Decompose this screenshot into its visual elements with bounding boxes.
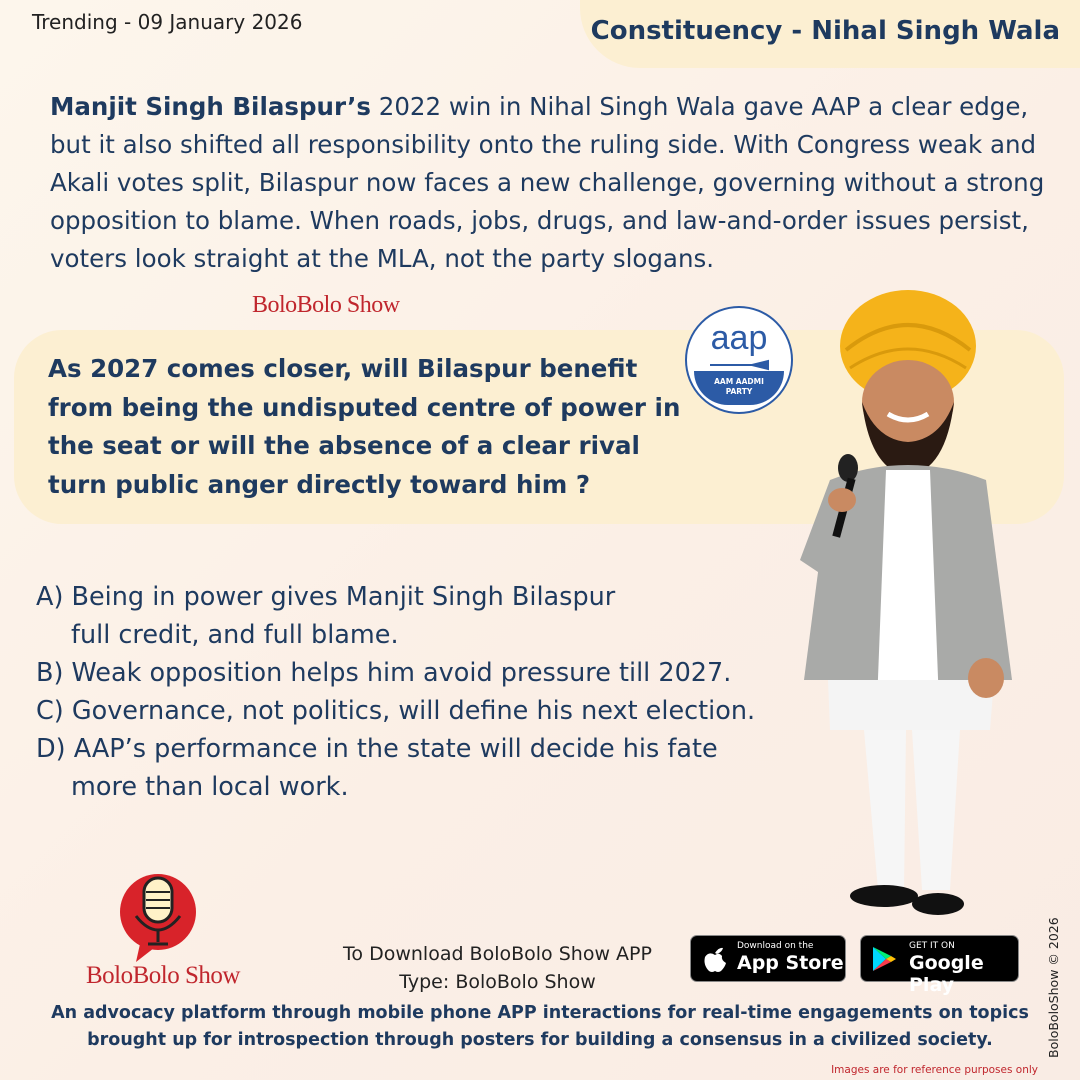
trending-date: Trending - 09 January 2026 [32,10,303,34]
google-play-badge[interactable] [860,935,1019,996]
aap-logo-line2: PARTY [725,387,753,396]
aap-logo-text: aap [710,319,768,357]
broom-icon [708,359,770,371]
bolobolo-microphone-logo [110,868,220,963]
options-list [36,578,755,806]
option-a-line2: full credit, and full blame. [71,620,399,650]
gplay-small-text: GET IT ON [909,941,955,951]
brand-logo-text: BoloBolo Show [86,962,240,989]
download-instructions [320,940,675,996]
option-a-line1: A) Being in power gives Manjit Singh Bilaspur [36,582,616,612]
appstore-small-text: Download on the [737,941,814,951]
option-b[interactable] [36,654,755,692]
app-store-badge[interactable] [690,935,846,982]
gplay-big-text: Google Play [909,952,984,996]
aap-party-logo [685,306,793,414]
download-line1: To Download BoloBolo Show APP [343,943,652,965]
download-line2: Type: BoloBolo Show [399,971,596,993]
footer-description: An advocacy platform through mobile phone APP interactions for real-time engagements on topics brought up for introspection through posters for building a consensus in a civilized society. [51,1003,1029,1050]
constituency-title: Constituency - Nihal Singh Wala [590,16,1060,46]
option-b-line1: B) Weak opposition helps him avoid pressure till 2027. [36,658,732,688]
option-a[interactable] [36,578,755,654]
aap-logo-line1: AAM AADMI [714,377,764,386]
option-d-line2: more than local work. [71,772,349,802]
option-d-line1: D) AAP’s performance in the state will decide his fate [36,734,718,764]
intro-paragraph [50,88,1050,278]
disclaimer-text: Images are for reference purposes only [831,1064,1038,1076]
brand-watermark: BoloBolo Show [252,292,400,318]
apple-icon [703,945,727,973]
politician-caricature-image [780,290,1040,930]
option-c-line1: C) Governance, not politics, will define his next election. [36,696,756,726]
intro-name: Manjit Singh Bilaspur’s [50,92,371,121]
appstore-big-text: App Store [737,952,844,974]
question-text: As 2027 comes closer, will Bilaspur benefit from being the undisputed centre of power in the seat or will the absence of a clear rival turn public anger directly toward him ? [48,354,681,499]
google-play-icon [871,945,897,973]
constituency-banner [580,0,1080,68]
intro-text: 2022 win in Nihal Singh Wala gave AAP a clear edge, but it also shifted all responsibility onto the ruling side. With Congress weak and Akali votes split, Bilaspur now faces a new challenge, governing without a strong opposition to blame. When roads, jobs, drugs, and law-and-order issues persist, voters look straight at the MLA, not the party slogans. [50,92,1045,273]
copyright-vertical: BoloBoloShow © 2026 [1046,917,1061,1058]
option-c[interactable] [36,692,755,730]
aap-logo-band [694,371,784,405]
option-d[interactable] [36,730,755,806]
